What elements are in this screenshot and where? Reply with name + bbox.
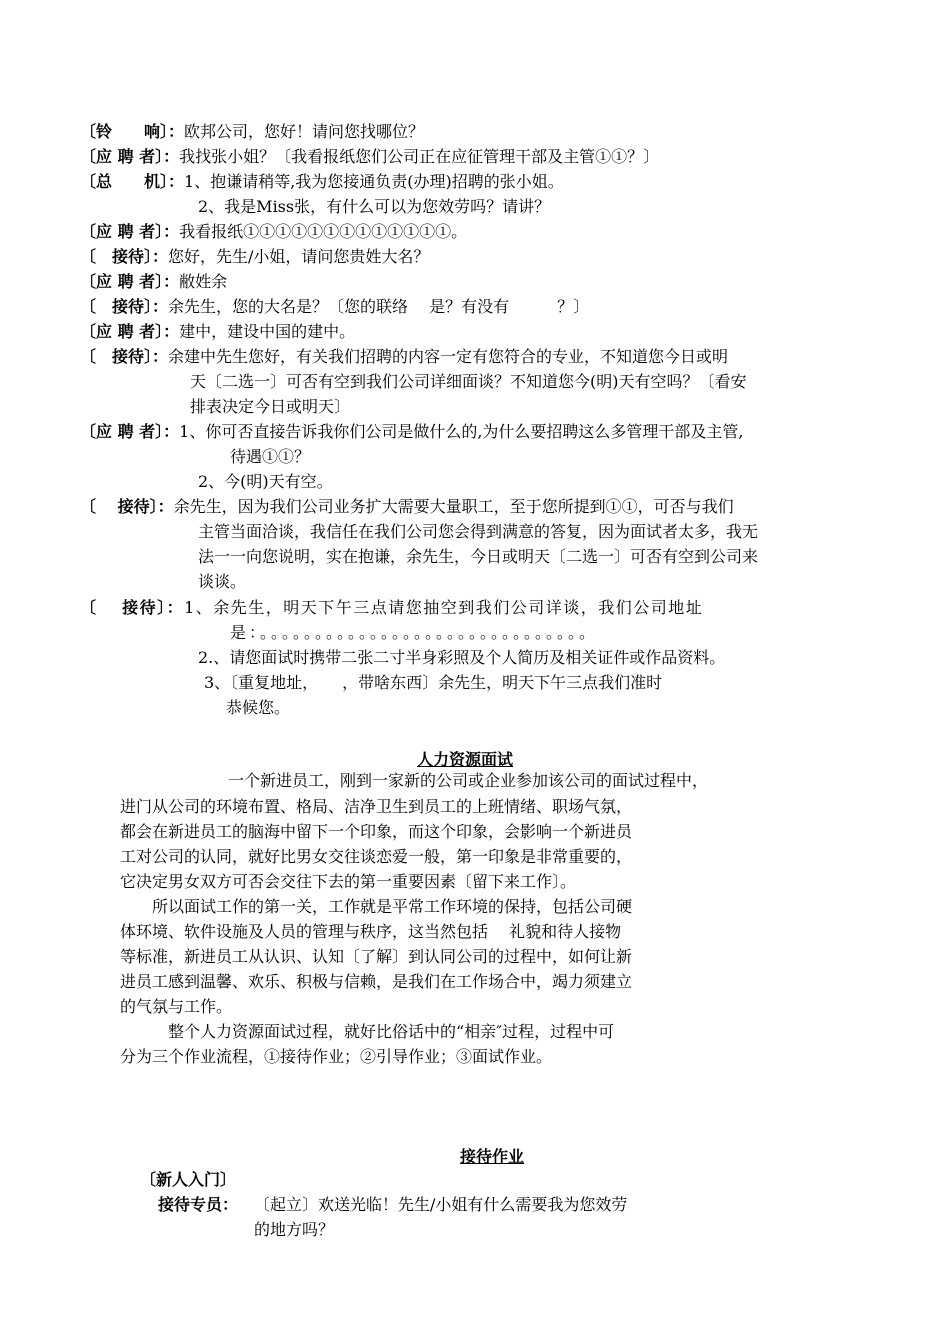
dialogue-line: 〔应 聘 者〕：建中，建设中国的建中。 bbox=[80, 322, 356, 341]
paragraph-line: 等标准，新进员工从认识、认知〔了解〕到认同公司的过程中，如何让新 bbox=[120, 947, 633, 966]
speaker-label: 接待专员： bbox=[158, 1195, 239, 1214]
paragraph-line: 分为三个作业流程，①接待作业；②引导作业；③面试作业。 bbox=[120, 1047, 553, 1066]
dialogue-line: 主管当面洽谈，我信任在我们公司您会得到满意的答复，因为面试者太多，我无 bbox=[198, 522, 759, 541]
dialogue-line: 〔 接待〕：1、余先生，明天下午三点请您抽空到我们公司详谈，我们公司地址 bbox=[80, 598, 704, 617]
dialogue-line: 〔应 聘 者〕：我看报纸①①①①①①①①①①①①①。 bbox=[80, 222, 468, 241]
dialogue-line: 排表决定今日或明天〕 bbox=[190, 397, 351, 416]
paragraph-line: 进门从公司的环境布置、格局、洁净卫生到员工的上班情绪、职场气氛， bbox=[120, 797, 633, 816]
section-title: 接待作业 bbox=[460, 1147, 525, 1166]
paragraph-line: 进员工感到温馨、欢乐、积极与信赖，是我们在工作场合中，竭力须建立 bbox=[120, 972, 633, 991]
dialogue-line: 2、今(明)天有空。 bbox=[198, 472, 333, 491]
paragraph-line: 都会在新进员工的脑海中留下一个印象，而这个印象，会影响一个新进员 bbox=[120, 822, 633, 841]
dialogue-line: 〔 接待〕：余建中先生您好，有关我们招聘的内容一定有您符合的专业，不知道您今日或明 bbox=[80, 347, 729, 366]
dialogue-line: 天〔二选一〕可否有空到我们公司详细面谈？不知道您今(明)天有空吗？〔看安 bbox=[190, 372, 747, 391]
dialogue-line: 待遇①①？ bbox=[230, 447, 311, 466]
dialogue-line: 2.、请您面试时携带二张二寸半身彩照及个人简历及相关证件或作品资料。 bbox=[198, 648, 726, 667]
dialogue-line: 〔 接待〕：余先生，因为我们公司业务扩大需要大量职工，至于您所提到①①，可否与我们 bbox=[80, 497, 734, 516]
dialogue-line: 〔总 机〕：1、抱谦请稍等,我为您接通负责(办理)招聘的张小姐。 bbox=[80, 172, 564, 191]
sub-heading: 〔新人入门〕 bbox=[140, 1170, 237, 1189]
section-title: 人力资源面试 bbox=[417, 750, 514, 769]
paragraph-line: 一个新进员工，刚到一家新的公司或企业参加该公司的面试过程中， bbox=[228, 771, 709, 790]
paragraph-line: 体环境、软件设施及人员的管理与秩序，这当然包括 礼貌和待人接物 bbox=[120, 922, 622, 941]
dialogue-line: 恭候您。 bbox=[226, 698, 291, 717]
dialogue-line: 谈谈。 bbox=[198, 572, 247, 591]
paragraph-line: 的气氛与工作。 bbox=[120, 997, 233, 1016]
paragraph-line: 它决定男女双方可否会交往下去的第一重要因素〔留下来工作〕。 bbox=[120, 872, 577, 891]
paragraph-line: 整个人力资源面试过程，就好比俗话中的“相亲″过程，过程中可 bbox=[168, 1022, 615, 1041]
dialogue-line: 法一一向您说明，实在抱谦，余先生，今日或明天〔二选一〕可否有空到公司来 bbox=[198, 547, 759, 566]
dialogue-line: 3、〔重复地址， ，带啥东西〕余先生，明天下午三点我们准时 bbox=[204, 673, 663, 692]
dialogue-line: 〔 接待〕：余先生，您的大名是？〔您的联络 是？有没有 ？〕 bbox=[80, 297, 590, 316]
paragraph-line: 工对公司的认同，就好比男女交往谈恋爱一般，第一印象是非常重要的， bbox=[120, 847, 633, 866]
dialogue-line: 的地方吗？ bbox=[254, 1220, 335, 1239]
dialogue-line: 〔应 聘 者〕：敝姓余 bbox=[80, 272, 228, 291]
dialogue-line: 〔铃 响〕：欧邦公司，您好！请问您找哪位？ bbox=[80, 122, 425, 141]
dialogue-line: 〔应 聘 者〕：1、你可否直接告诉我你们公司是做什么的,为什么要招聘这么多管理干部及主管, bbox=[80, 422, 744, 441]
dialogue-line: 是：。。。。。。。。。。。。。。。。。。。。。。。。。。。。。。 bbox=[230, 623, 599, 642]
dialogue-line: 〔起立〕欢送光临！先生/小姐有什么需要我为您效劳 bbox=[254, 1195, 628, 1214]
dialogue-line: 〔应 聘 者〕：我找张小姐？〔我看报纸您们公司正在应征管理干部及主管①①？〕 bbox=[80, 147, 660, 166]
paragraph-line: 所以面试工作的第一关，工作就是平常工作环境的保持，包括公司硬 bbox=[152, 897, 633, 916]
dialogue-line bbox=[158, 1194, 238, 1216]
dialogue-line: 〔 接待〕：您好，先生/小姐，请问您贵姓大名？ bbox=[80, 247, 430, 266]
dialogue-line: 2、我是Miss张，有什么可以为您效劳吗？请讲？ bbox=[198, 197, 551, 216]
